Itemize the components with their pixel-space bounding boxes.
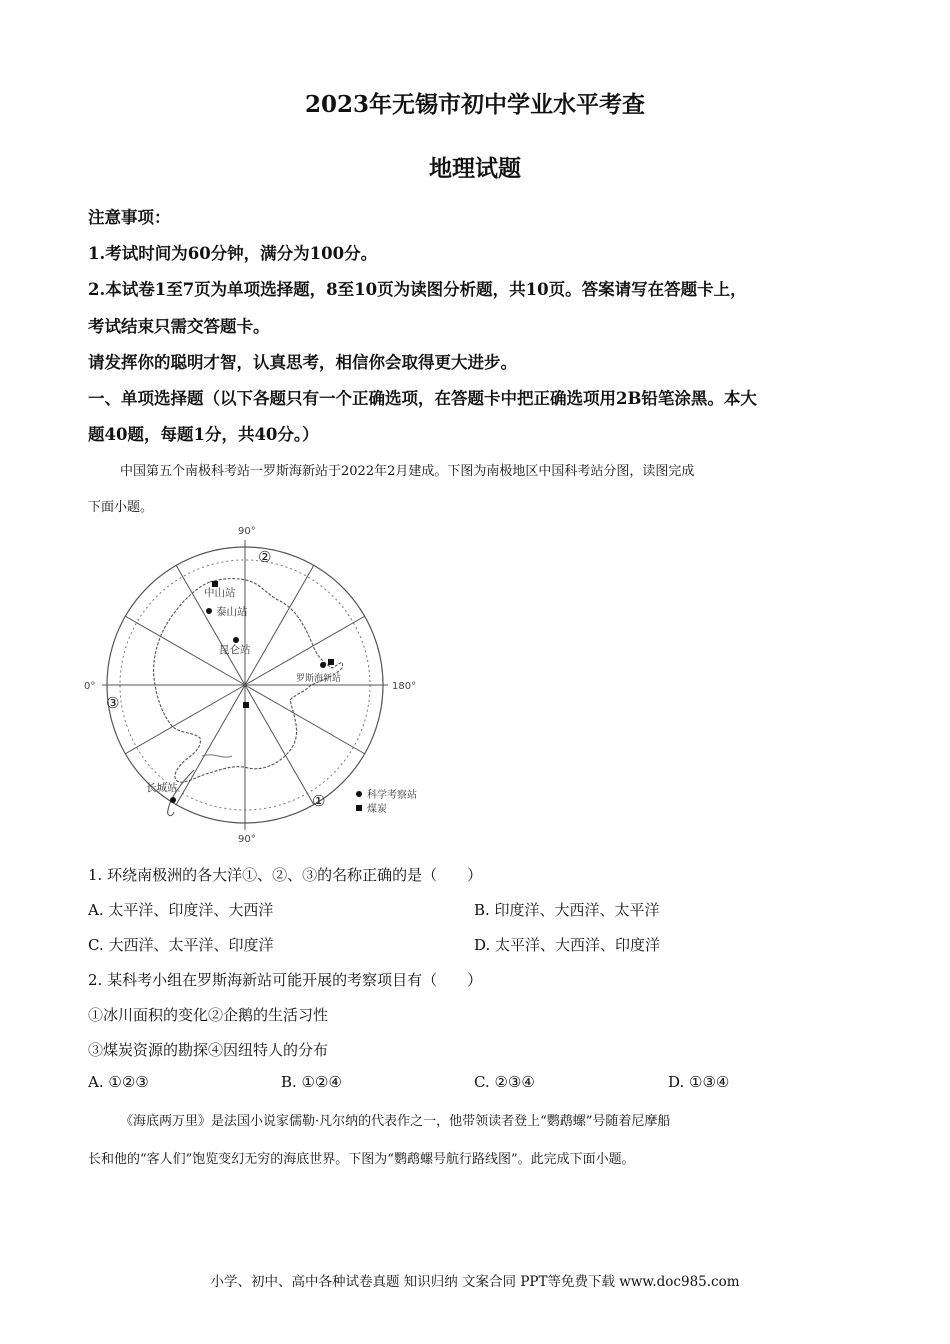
question-1-option-b: B. 印度洋、大西洋、太平洋 (474, 901, 660, 919)
page-footer: 小学、初中、高中各种试卷真题 知识归纳 文案合同 PPT等免费下载 www.doc985.com (210, 1274, 740, 1290)
ocean-marker-3: ③ (106, 694, 120, 712)
notice-item-1: 1.考试时间为60分钟，满分为100分。 (88, 244, 378, 263)
intro-1-line-2: 下面小题。 (88, 500, 154, 515)
ocean-marker-1: ① (312, 792, 326, 810)
station-luosihai-label: 罗斯海新站 (296, 674, 342, 684)
intro-1-line-1: 中国第五个南极科考站一罗斯海新站于2022年2月建成。下图为南极地区中国科考站分图，读图完成 (120, 464, 695, 479)
question-2-option-a: A. ①②③ (88, 1073, 149, 1091)
section-1-heading-line-2: 题40题，每题1分，共40分。） (88, 425, 319, 444)
section-1-heading-line-1: 一、单项选择题（以下各题只有一个正确选项，在答题卡中把正确选项用2B铅笔涂黑。本大 (88, 389, 757, 408)
notice-heading: 注意事项： (88, 208, 171, 227)
ocean-marker-2: ② (258, 548, 272, 566)
station-changcheng-dot (170, 797, 176, 803)
question-2-item-line-2: ③煤炭资源的勘探④因纽特人的分布 (88, 1041, 329, 1059)
legend-station-icon (356, 791, 362, 797)
station-taishan-label: 泰山站 (216, 606, 248, 618)
label-90-top: 90° (238, 526, 256, 537)
station-changcheng-label: 长城站 (146, 782, 178, 794)
question-2-option-d: D. ①③④ (668, 1073, 730, 1091)
question-2-item-line-1: ①冰川面积的变化②企鹅的生活习性 (88, 1006, 329, 1024)
label-180: 180° (392, 681, 417, 692)
legend-coal-label: 煤炭 (367, 804, 387, 815)
station-zhongshan-label: 中山站 (204, 587, 236, 599)
notice-item-2-line-2: 考试结束只需交答题卡。 (88, 317, 270, 336)
question-1-option-a: A. 太平洋、印度洋、大西洋 (88, 901, 274, 919)
station-kunlun-label: 昆仑站 (219, 644, 251, 656)
intro-2-line-1: 《海底两万里》是法国小说家儒勒·凡尔纳的代表作之一，他带领读者登上“鹦鹉螺”号随着尼摩船 (120, 1114, 671, 1129)
antarctica-station-map (82, 520, 432, 850)
question-2-option-c: C. ②③④ (474, 1073, 535, 1091)
notice-encourage: 请发挥你的聪明才智，认真思考，相信你会取得更大进步。 (88, 353, 517, 372)
ice-shelf-line (202, 755, 232, 757)
intro-2-line-2: 长和他的“客人们”饱览变幻无穷的海底世界。下图为“鹦鹉螺号航行路线图”。此完成下面小题。 (88, 1152, 635, 1167)
legend-coal-icon (356, 805, 362, 811)
coal-marker-center (243, 702, 249, 708)
legend-station-label: 科学考察站 (367, 790, 417, 801)
station-kunlun-dot (233, 637, 239, 643)
station-luosihai-dot (320, 662, 326, 668)
label-90-bottom: 90° (238, 834, 256, 845)
question-2-stem: 2. 某科考小组在罗斯海新站可能开展的考察项目有（ ） (88, 971, 483, 989)
page-title: 2023年无锡市初中学业水平考查 (304, 91, 645, 118)
station-taishan-dot (206, 608, 212, 614)
question-1-stem: 1. 环绕南极洲的各大洋①、②、③的名称正确的是（ ） (88, 866, 483, 884)
question-1-option-d: D. 太平洋、大西洋、印度洋 (474, 936, 661, 954)
question-1-option-c: C. 大西洋、太平洋、印度洋 (88, 936, 274, 954)
label-0: 0° (84, 681, 96, 692)
page-subtitle: 地理试题 (429, 155, 521, 182)
notice-item-2-line-1: 2.本试卷1至7页为单项选择题，8至10页为读图分析题，共10页。答案请写在答题卡上， (88, 280, 747, 299)
coal-marker-luosihai (328, 659, 334, 665)
question-2-option-b: B. ①②④ (281, 1073, 342, 1091)
